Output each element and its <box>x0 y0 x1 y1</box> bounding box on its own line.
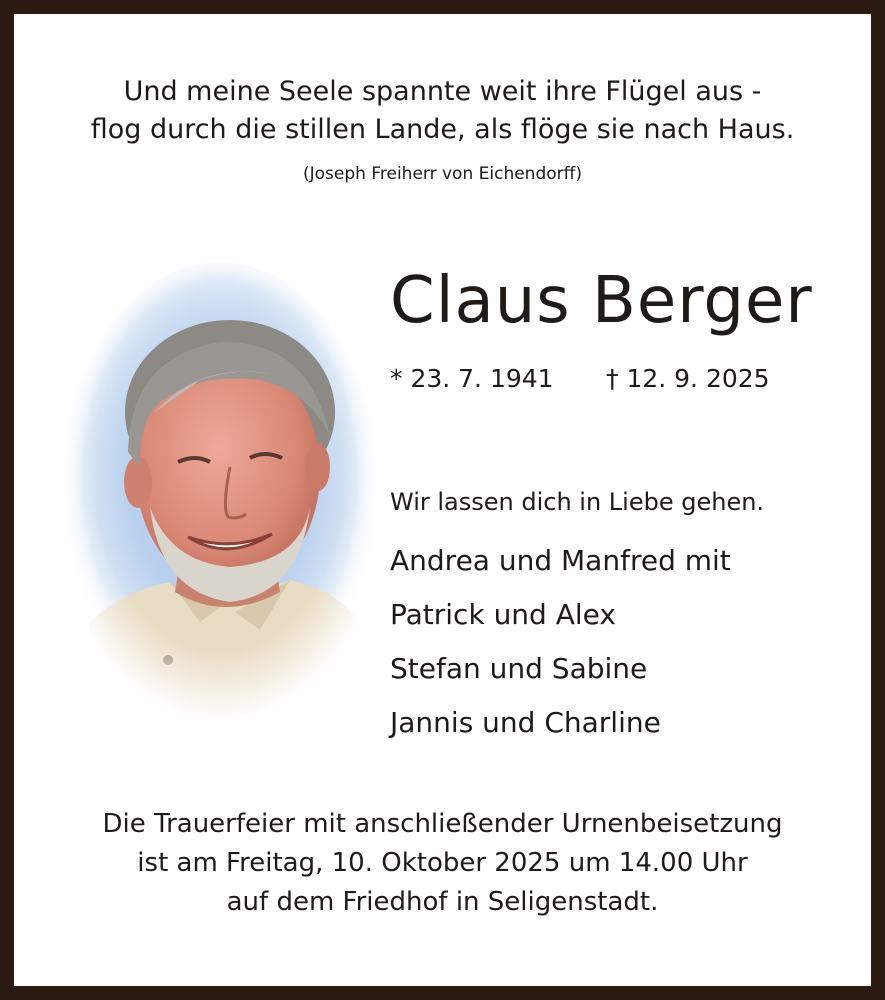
verse-line-2: flog durch die stillen Lande, als flöge sie nach Haus. <box>90 114 795 145</box>
mourner-line: Jannis und Charline <box>390 706 661 739</box>
funeral-line-1: Die Trauerfeier mit anschließender Urnenbeisetzung <box>102 809 783 839</box>
mourner-line: Patrick und Alex <box>390 598 616 631</box>
mourner-line: Andrea und Manfred mit <box>390 544 731 577</box>
funeral-line-3: auf dem Friedhof in Seligenstadt. <box>226 887 659 917</box>
verse-author: (Joseph Freiherr von Eichendorff) <box>303 164 582 184</box>
farewell-text: Wir lassen dich in Liebe gehen. <box>390 488 765 516</box>
funeral-line-2: ist am Freitag, 10. Oktober 2025 um 14.00 Uhr <box>137 848 748 878</box>
deceased-name: Claus Berger <box>390 264 813 338</box>
death-date: † 12. 9. 2025 <box>606 364 770 393</box>
obituary-card <box>14 14 871 986</box>
verse-line-1: Und meine Seele spannte weit ihre Flügel aus - <box>123 76 762 107</box>
portrait-photo <box>60 262 380 722</box>
birth-date: * 23. 7. 1941 <box>390 364 554 393</box>
mourner-line: Stefan und Sabine <box>390 652 648 685</box>
